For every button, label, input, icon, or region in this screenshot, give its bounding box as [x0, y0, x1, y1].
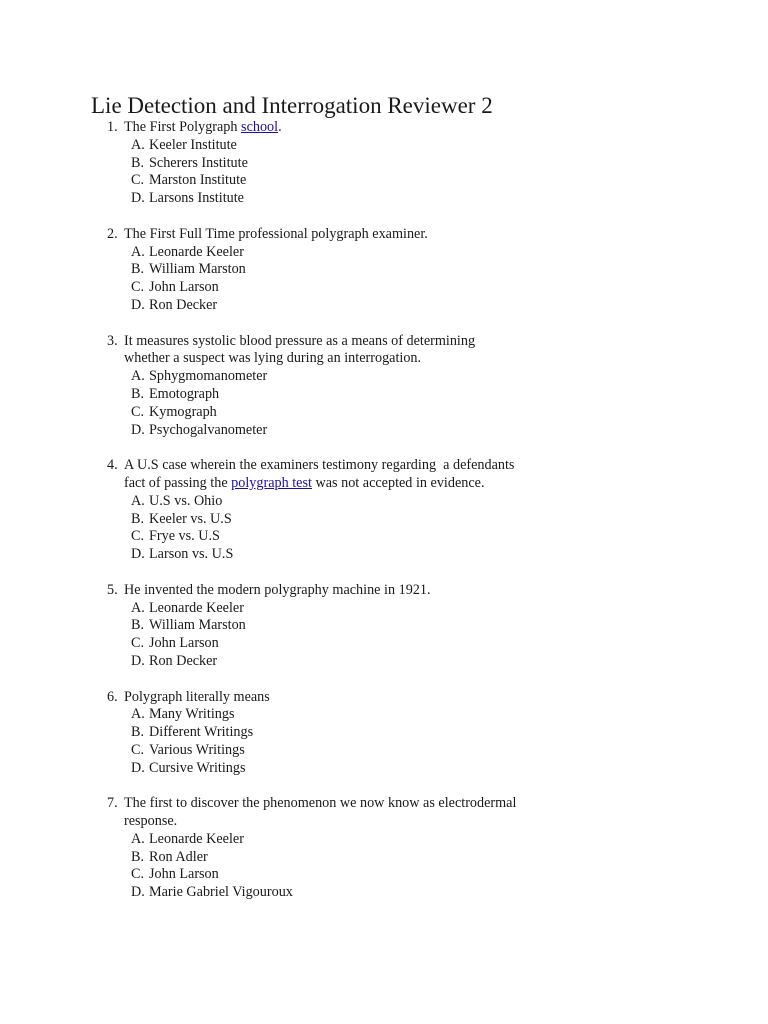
option-letter: A.	[131, 599, 145, 616]
answer-option	[131, 279, 587, 297]
answer-option	[131, 724, 587, 742]
option-text: John Larson	[149, 279, 219, 296]
question-stem	[107, 226, 587, 244]
question-item	[107, 119, 587, 208]
question-number: 2.	[107, 225, 118, 242]
answer-option	[131, 172, 587, 190]
answer-option	[131, 137, 587, 155]
answer-options	[107, 368, 587, 439]
option-letter: A.	[131, 243, 145, 260]
option-text: William Marston	[149, 261, 246, 278]
question-text-segment: The First Full Time professional polygraph examiner.	[124, 225, 428, 242]
option-text: Scherers Institute	[149, 154, 248, 171]
answer-options	[107, 706, 587, 777]
option-text: Keeler vs. U.S	[149, 510, 232, 527]
option-letter: A.	[131, 706, 145, 723]
question-text-segment: .	[278, 119, 282, 135]
question-line	[124, 226, 587, 244]
question-text	[124, 457, 587, 493]
question-text-segment: response.	[124, 813, 178, 830]
question-number: 3.	[107, 332, 118, 349]
question-item	[107, 795, 587, 902]
option-text: John Larson	[149, 635, 219, 652]
option-letter: A.	[131, 830, 145, 847]
answer-option	[131, 190, 587, 208]
option-letter: A.	[131, 136, 145, 153]
option-text: Emotograph	[149, 385, 220, 402]
option-text: Marie Gabriel Vigouroux	[149, 884, 293, 901]
question-text-segment: Polygraph literally means	[124, 688, 270, 705]
question-stem	[107, 795, 587, 831]
answer-option	[131, 528, 587, 546]
option-text: Various Writings	[149, 741, 245, 758]
question-number: 7.	[107, 795, 118, 812]
option-letter: D.	[131, 884, 145, 901]
option-text: Leonarde Keeler	[149, 830, 244, 847]
question-stem	[107, 333, 587, 369]
option-letter: D.	[131, 759, 145, 776]
answer-option	[131, 884, 587, 902]
question-number: 6.	[107, 688, 118, 705]
question-number: 5.	[107, 581, 118, 598]
option-text: Many Writings	[149, 706, 235, 723]
question-line	[124, 795, 587, 813]
option-letter: B.	[131, 154, 145, 171]
page-title: Lie Detection and Interrogation Reviewer 2	[91, 93, 493, 118]
question-line	[124, 333, 587, 351]
option-text: Ron Adler	[149, 848, 208, 865]
question-text-segment: was not accepted in evidence.	[311, 474, 485, 491]
answer-options	[107, 493, 587, 564]
option-letter: C.	[131, 279, 145, 296]
answer-option	[131, 760, 587, 778]
option-letter: D.	[131, 652, 145, 669]
answer-option	[131, 849, 587, 867]
answer-option	[131, 617, 587, 635]
option-text: Different Writings	[149, 724, 254, 741]
answer-option	[131, 244, 587, 262]
option-letter: C.	[131, 866, 145, 883]
question-line	[124, 475, 587, 493]
question-line	[124, 350, 587, 368]
option-letter: B.	[131, 617, 145, 634]
option-text: Ron Decker	[149, 296, 218, 313]
option-letter: B.	[131, 848, 145, 865]
option-text: Frye vs. U.S	[149, 528, 220, 545]
option-letter: D.	[131, 421, 145, 438]
option-letter: C.	[131, 741, 145, 758]
answer-option	[131, 653, 587, 671]
question-line	[124, 582, 587, 600]
question-item	[107, 226, 587, 315]
option-text: Larson vs. U.S	[149, 546, 234, 563]
question-stem	[107, 582, 587, 600]
answer-option	[131, 297, 587, 315]
option-letter: C.	[131, 635, 145, 652]
question-line	[124, 689, 587, 707]
question-text-segment: The first to discover the phenomenon we now know as electrodermal	[124, 795, 517, 812]
question-text	[124, 795, 587, 831]
answer-option	[131, 511, 587, 529]
question-text-segment: A U.S case wherein the examiners testimony regarding a defendants	[124, 457, 515, 474]
option-text: Psychogalvanometer	[149, 421, 268, 438]
answer-option	[131, 368, 587, 386]
answer-option	[131, 546, 587, 564]
option-text: Marston Institute	[149, 172, 247, 189]
question-text	[124, 582, 587, 600]
option-letter: B.	[131, 261, 145, 278]
option-letter: C.	[131, 172, 145, 189]
option-letter: B.	[131, 724, 145, 741]
option-text: Sphygmomanometer	[149, 368, 268, 385]
inline-link[interactable]: polygraph test	[231, 474, 312, 491]
answer-options	[107, 600, 587, 671]
option-text: Cursive Writings	[149, 759, 246, 776]
answer-option	[131, 422, 587, 440]
inline-link[interactable]: school	[241, 119, 279, 135]
option-letter: B.	[131, 510, 145, 527]
option-text: Kymograph	[149, 403, 217, 420]
option-letter: A.	[131, 368, 145, 385]
answer-option	[131, 635, 587, 653]
answer-option	[131, 600, 587, 618]
question-number: 4.	[107, 457, 118, 474]
option-text: Keeler Institute	[149, 136, 237, 153]
question-item	[107, 457, 587, 564]
question-item	[107, 582, 587, 671]
option-text: Leonarde Keeler	[149, 243, 244, 260]
answer-options	[107, 831, 587, 902]
question-text	[124, 119, 587, 137]
question-text-segment: fact of passing the	[124, 474, 232, 491]
option-text: Ron Decker	[149, 652, 218, 669]
question-text-segment: whether a suspect was lying during an interrogation.	[124, 350, 422, 367]
option-letter: A.	[131, 492, 145, 509]
option-text: Larsons Institute	[149, 190, 244, 207]
question-text	[124, 226, 587, 244]
question-stem	[107, 119, 587, 137]
option-letter: C.	[131, 528, 145, 545]
option-letter: D.	[131, 190, 145, 207]
answer-option	[131, 155, 587, 173]
question-text-segment: It measures systolic blood pressure as a means of determining	[124, 332, 476, 349]
question-line	[124, 813, 587, 831]
option-letter: D.	[131, 546, 145, 563]
option-letter: B.	[131, 385, 145, 402]
answer-option	[131, 386, 587, 404]
question-text	[124, 689, 587, 707]
answer-option	[131, 493, 587, 511]
answer-option	[131, 404, 587, 422]
answer-options	[107, 137, 587, 208]
question-line	[124, 119, 587, 137]
answer-options	[107, 244, 587, 315]
question-item	[107, 689, 587, 778]
option-text: U.S vs. Ohio	[149, 492, 223, 509]
answer-option	[131, 706, 587, 724]
answer-option	[131, 742, 587, 760]
option-letter: C.	[131, 403, 145, 420]
answer-option	[131, 831, 587, 849]
question-text-segment: The First Polygraph	[124, 119, 242, 135]
question-stem	[107, 457, 587, 493]
question-number: 1.	[107, 119, 118, 135]
question-stem	[107, 689, 587, 707]
question-item	[107, 333, 587, 440]
answer-option	[131, 866, 587, 884]
option-letter: D.	[131, 296, 145, 313]
question-text-segment: He invented the modern polygraphy machine in 1921.	[124, 581, 431, 598]
option-text: William Marston	[149, 617, 246, 634]
option-text: Leonarde Keeler	[149, 599, 244, 616]
option-text: John Larson	[149, 866, 219, 883]
answer-option	[131, 261, 587, 279]
question-line	[124, 457, 587, 475]
question-list	[107, 119, 587, 920]
question-text	[124, 333, 587, 369]
